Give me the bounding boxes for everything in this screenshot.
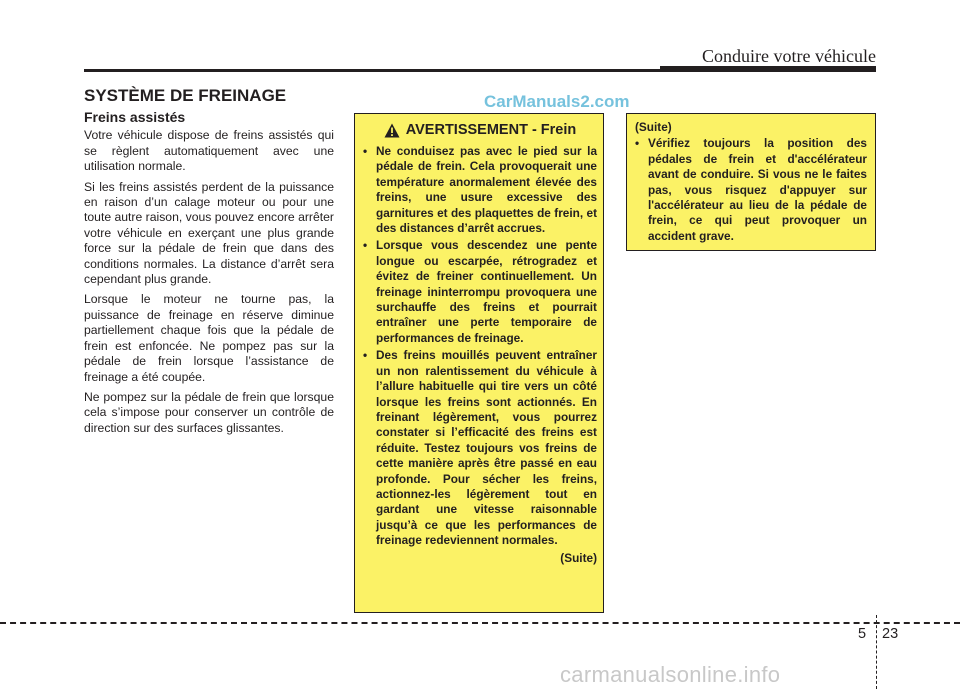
warning-header <box>363 122 597 138</box>
page-number: 23 <box>882 626 899 642</box>
warning-item: • Des freins mouillés peuvent entraîner un non ralentissement du véhicule à l’allure habituelle qui tire vers un côté lorsque les freins sont actionnés. En freinant légèrement, vous pourrez constater si l’efficacité des freins est réduite. Testez toujours vos freins de cette manière après être passé en eau profonde. Pour sécher les freins, actionnez-les légèrement tout en gardant une vitesse raisonnable jusqu’à ce que les performances de freinage redeviennent normales. <box>363 348 597 548</box>
left-column <box>84 110 334 441</box>
warning-title: AVERTISSEMENT - Frein <box>405 122 577 138</box>
continued-label: (Suite) <box>635 120 672 134</box>
warning-box <box>354 113 604 613</box>
paragraph: Lorsque le moteur ne tourne pas, la puissance de freinage en réserve diminue partiellement chaque fois que la pédale de frein est enfoncée. Ne pompez pas sur la pédale de frein lorsque l’assistance de freinage a été coupée. <box>84 292 334 384</box>
warning-item: • Ne conduisez pas avec le pied sur la pédale de frein. Cela provoquerait une température anormalement élevée des freins, une usure excessive des garnitures et des plaquettes de frein, et des distances d’arrêt accrues. <box>363 144 597 236</box>
paragraph: Votre véhicule dispose de freins assistés qui se règlent automatiquement avec une utilisation normale. <box>84 128 334 174</box>
warning-list <box>363 144 597 549</box>
warning-triangle-icon <box>384 123 400 138</box>
section-title: SYSTÈME DE FREINAGE <box>84 86 287 105</box>
warning-item: • Lorsque vous descendez une pente longue ou escarpée, rétrogradez et évitez de freiner continuellement. Un freinage ininterrompu provoquera une surchauffe des freins et pourrait entraîner une perte temporaire de performances de freinage. <box>363 238 597 346</box>
subsection-heading: Freins assistés <box>84 109 186 125</box>
footer-rule <box>0 622 960 624</box>
page-number-separator <box>876 615 877 689</box>
chapter-title: Conduire votre véhicule <box>702 46 876 66</box>
continued-label: (Suite) <box>560 550 597 565</box>
paragraph: Ne pompez sur la pédale de frein que lorsque cela s’impose pour conserver un contrôle de direction sur des surfaces glissantes. <box>84 389 334 435</box>
watermark-carmanuals: CarManuals2.com <box>484 92 630 111</box>
watermark-carmanualsonline: carmanualsonline.info <box>560 662 781 687</box>
paragraph: Si les freins assistés perdent de la puissance en raison d’un calage moteur ou pour une toute autre raison, vous pouvez encore arrêter votre véhicule en exerçant une plus grande force sur la pédale de frein que dans des conditions normales. La distance d’arrêt sera cependant plus grande. <box>84 179 334 287</box>
header-rule-accent <box>660 66 876 72</box>
warning-item: • Vérifiez toujours la position des pédales de frein et d'accélérateur avant de conduire. Si vous ne le faites pas, vous risquez d'appuyer sur l'accélérateur au lieu de la pédale de frein, ce qui peut provoquer un accident grave. <box>635 136 867 244</box>
chapter-number: 5 <box>858 626 867 642</box>
continued-warning-box <box>626 113 876 251</box>
warning-list <box>635 136 867 244</box>
